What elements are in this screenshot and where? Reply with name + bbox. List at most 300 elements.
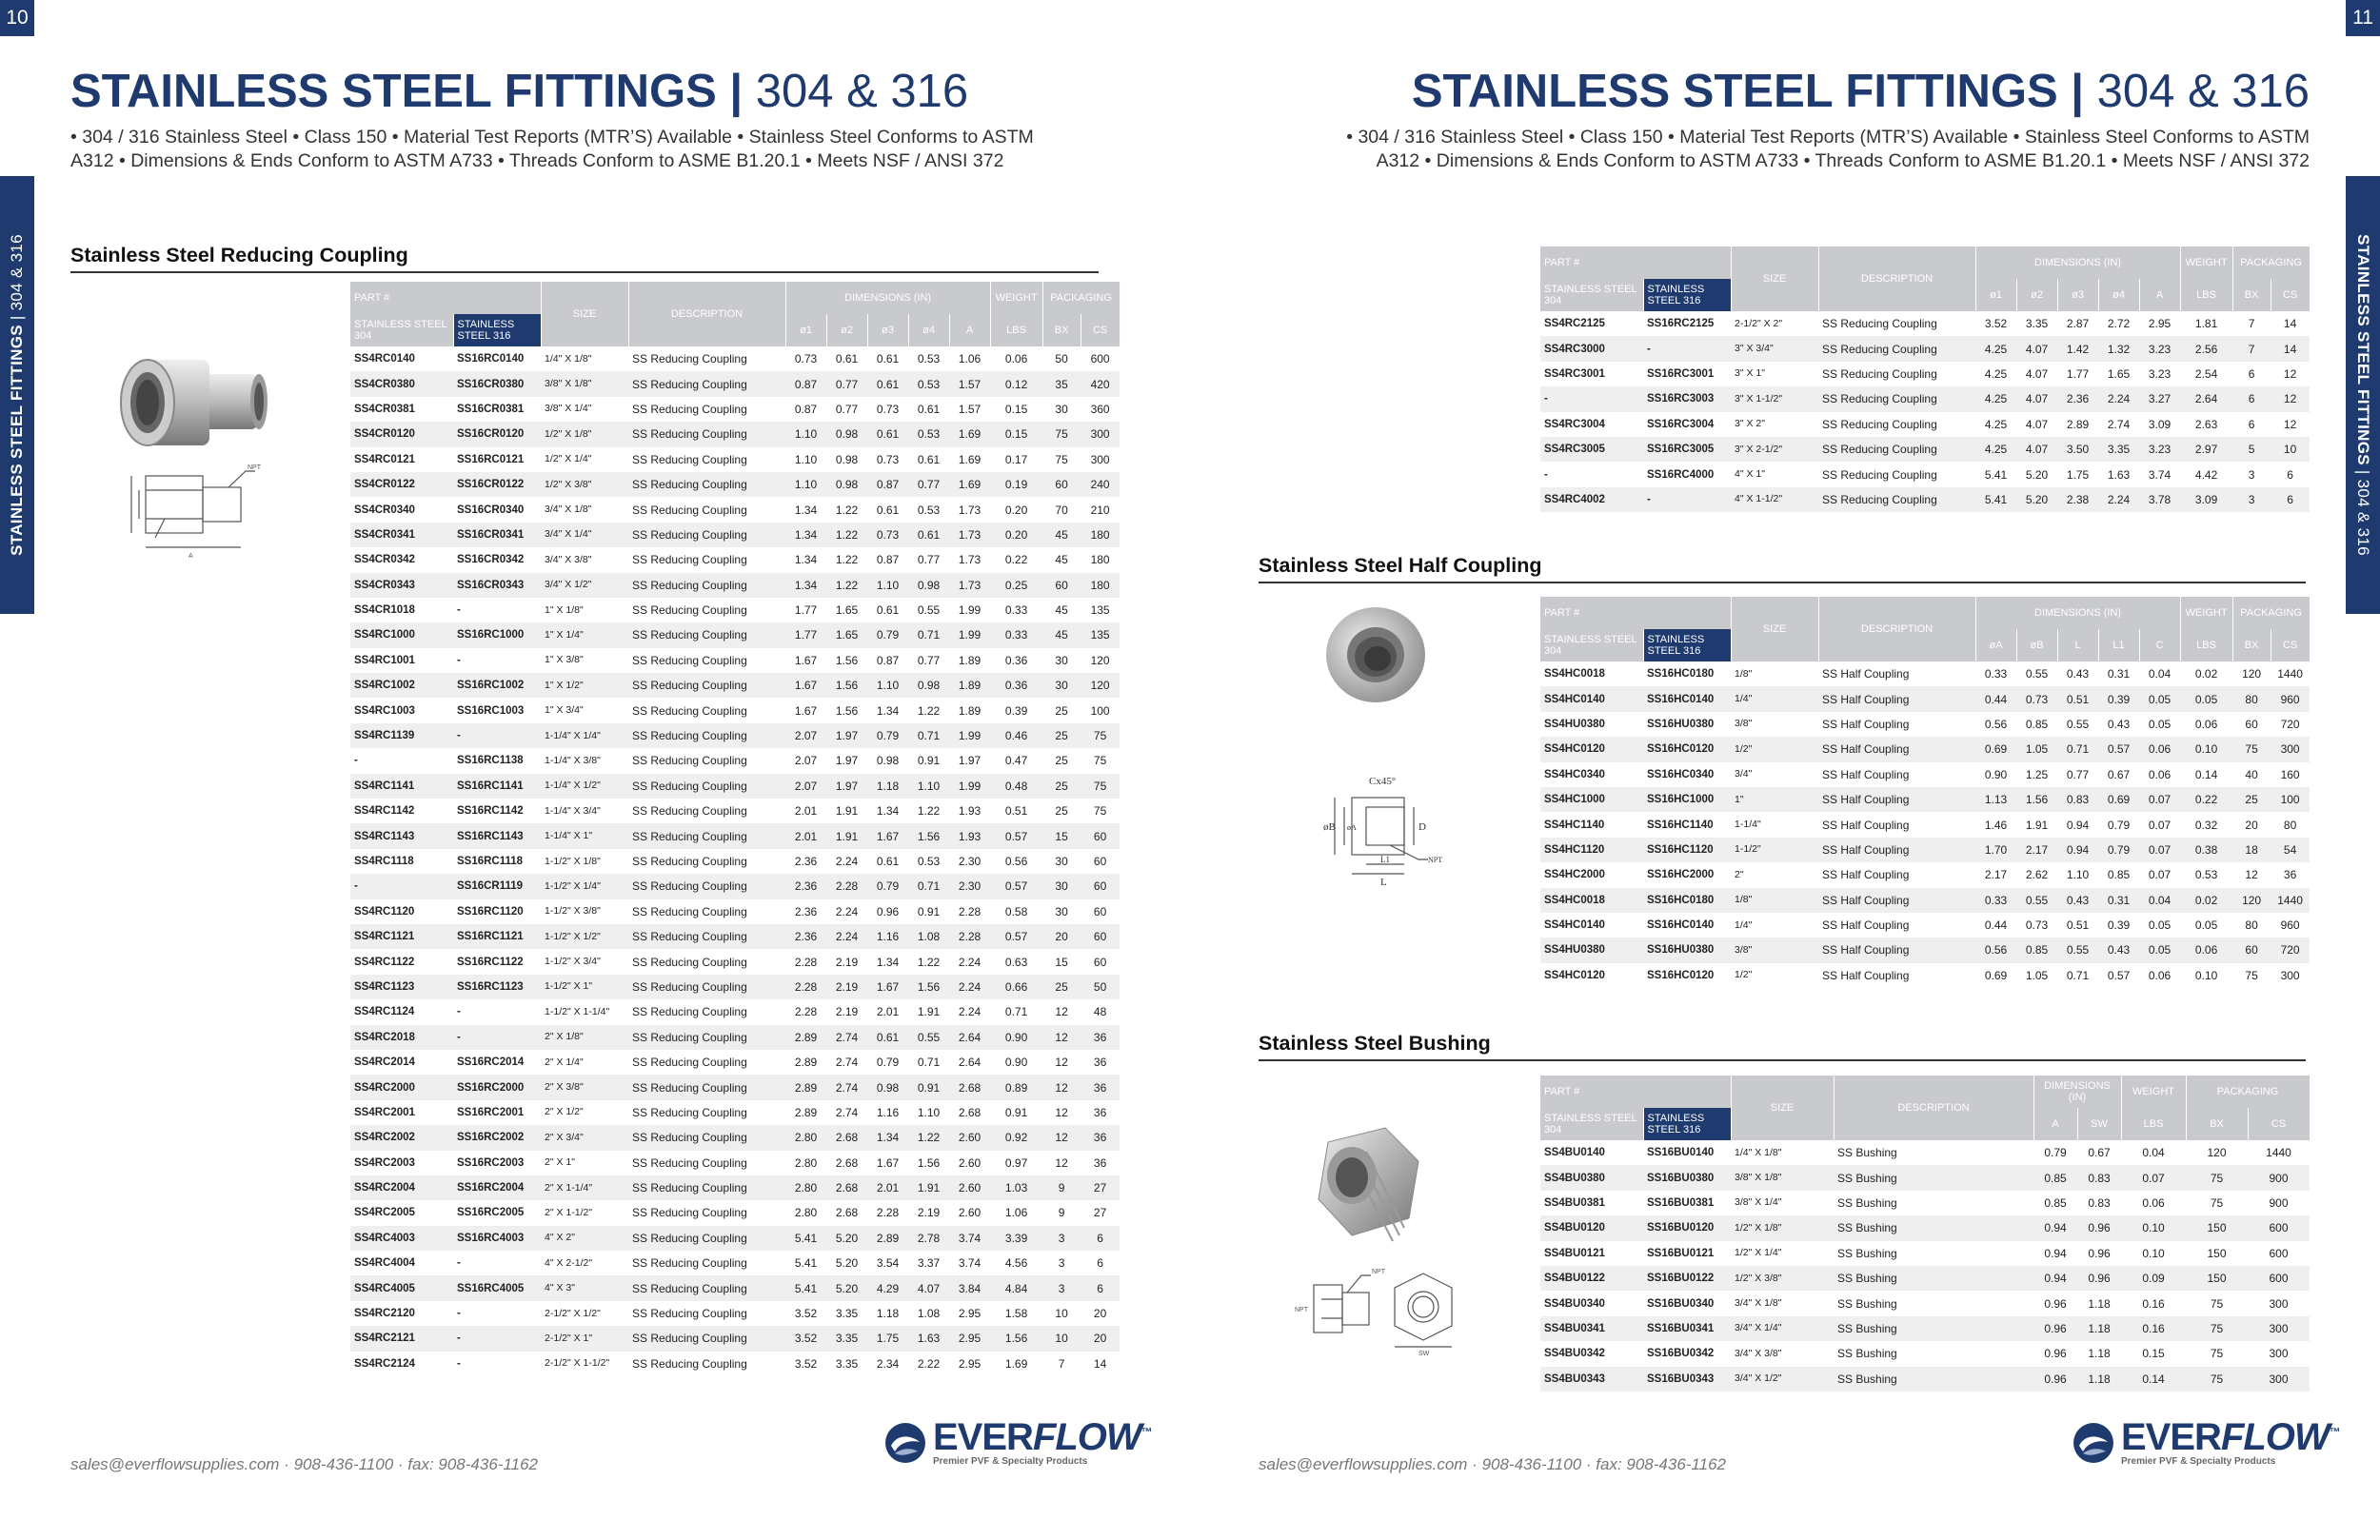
header-dim-col: A — [2139, 279, 2180, 311]
side-tab-right: STAINLESS STEEL FITTINGS | 304 & 316 — [2346, 176, 2380, 614]
table-row — [350, 397, 1120, 422]
table-cell: 0.43 — [2057, 888, 2098, 913]
table-cell: 3 — [1058, 1256, 1065, 1271]
table-cell: 0.71 — [1004, 1005, 1028, 1019]
table-cell: - — [350, 874, 453, 898]
table-cell: SS Reducing Coupling — [1818, 437, 1975, 462]
table-row — [1540, 1140, 2310, 1165]
table-cell: 0.85 — [2016, 938, 2057, 962]
table-cell: 75 — [2232, 737, 2271, 761]
table-row — [350, 723, 1120, 748]
table-cell: 2.63 — [2194, 417, 2218, 431]
table-cell: 1.93 — [949, 823, 990, 848]
table-cell: 0.90 — [990, 1025, 1042, 1050]
table-cell: 1/2" — [1731, 737, 1818, 761]
table-cell: 1.56 — [917, 1155, 941, 1170]
table-cell: 1/8" — [1731, 888, 1818, 913]
header-description: DESCRIPTION — [628, 282, 785, 346]
table-cell: 2.74 — [835, 1105, 859, 1119]
table-cell: SS16RC1138 — [457, 755, 524, 767]
table-cell: SS4RC1142 — [354, 805, 415, 818]
table-cell: 20 — [2245, 818, 2258, 832]
header-cs: CS — [2271, 629, 2310, 661]
table-cell: - — [453, 1025, 541, 1050]
table-cell: - — [1544, 468, 1548, 481]
table-cell: SS4HC1140 — [1544, 819, 1605, 831]
table-cell: SS16CR0120 — [453, 422, 541, 446]
table-cell: 0.87 — [876, 553, 900, 567]
table-cell: 1/2" X 1/4" — [1735, 1247, 1782, 1259]
header-dimensions: DIMENSIONS (IN) — [785, 282, 990, 314]
table-cell: SS16HC0340 — [1647, 768, 1715, 780]
table-cell: 0.53 — [917, 855, 941, 868]
table-cell: SS Reducing Coupling — [632, 1206, 747, 1220]
table-cell: 4.56 — [1004, 1256, 1028, 1271]
table-cell: 3.35 — [835, 1307, 859, 1321]
table-cell: 1.22 — [826, 573, 867, 598]
table-cell: SS Reducing Coupling — [628, 472, 785, 497]
table-cell: SS4BU0343 — [1540, 1367, 1643, 1392]
header-bx: BX — [2186, 1108, 2248, 1140]
table-cell: 600 — [2248, 1215, 2310, 1240]
half-coupling-table — [1540, 597, 2311, 988]
table-cell: 60 — [1081, 874, 1120, 898]
table-cell: 30 — [1055, 402, 1068, 416]
table-cell: 2.07 — [785, 774, 826, 799]
table-cell: 2.60 — [958, 1206, 982, 1220]
table-cell: 1.67 — [785, 673, 826, 698]
table-cell: SS16HC0180 — [1647, 668, 1715, 681]
table-cell: 12 — [2245, 868, 2258, 882]
table-cell: 5.20 — [826, 1275, 867, 1300]
table-cell: SS Reducing Coupling — [628, 1125, 785, 1150]
table-cell: 0.57 — [2107, 968, 2131, 982]
table-cell: 50 — [1081, 975, 1120, 999]
table-cell: 25 — [2232, 787, 2271, 812]
table-cell: 10 — [1055, 1307, 1068, 1321]
table-cell: 1.97 — [835, 754, 859, 768]
table-cell: SS16HC0180 — [1643, 888, 1731, 913]
table-cell: 1440 — [2271, 888, 2310, 913]
table-cell: 3/8" X 1/8" — [541, 371, 628, 396]
table-cell: 15 — [1042, 823, 1081, 848]
table-cell: 1.10 — [785, 422, 826, 446]
table-cell: 0.06 — [2139, 737, 2180, 761]
table-cell: 0.61 — [835, 352, 859, 366]
table-cell: 1.03 — [990, 1175, 1042, 1200]
table-cell: 2.68 — [826, 1125, 867, 1150]
table-cell: 45 — [1055, 603, 1068, 618]
svg-text:NPT: NPT — [1295, 1307, 1308, 1313]
table-cell: 0.66 — [990, 975, 1042, 999]
table-cell: 3/8" — [1735, 718, 1753, 730]
table-cell: SS4RC4002 — [1540, 487, 1643, 512]
table-cell: 0.98 — [876, 754, 900, 768]
subtitle-left: • 304 / 316 Stainless Steel • Class 150 • Material Test Reports (MTR’S) Available • Stainless Steel Conforms to ASTM A312 • Dimensions & Ends Conform to ASTM A733 • Threads Conform to ASME B1.20.1 • Meets NSF / ANSI 372 — [70, 127, 1034, 171]
table-cell: 360 — [1090, 402, 1110, 416]
table-cell: 0.83 — [2077, 1165, 2121, 1190]
table-row — [350, 874, 1120, 898]
table-cell: 2.07 — [785, 723, 826, 748]
table-cell: 150 — [2207, 1246, 2227, 1260]
table-cell: - — [457, 654, 461, 666]
table-cell: SS4BU0120 — [1540, 1215, 1643, 1240]
table-cell: 6 — [2248, 366, 2255, 381]
table-cell: SS4RC1001 — [354, 654, 415, 666]
table-cell: SS Reducing Coupling — [632, 804, 747, 819]
svg-text:L1: L1 — [1380, 855, 1390, 864]
table-cell: - — [354, 755, 358, 767]
table-cell: 0.16 — [2142, 1296, 2165, 1311]
table-cell: - — [457, 1006, 461, 1018]
table-cell: 1.10 — [2066, 868, 2090, 882]
section-title-reducing-coupling: Stainless Steel Reducing Coupling — [70, 244, 1099, 273]
table-cell: SS Half Coupling — [1818, 838, 1975, 862]
table-row — [1540, 1341, 2310, 1366]
table-cell: 15 — [1055, 955, 1068, 969]
table-cell: 0.05 — [2139, 686, 2180, 711]
table-cell: 0.61 — [876, 855, 900, 868]
table-cell: SS Reducing Coupling — [628, 723, 785, 748]
table-cell: 960 — [2280, 918, 2300, 933]
table-cell: SS16CR0340 — [457, 503, 525, 516]
table-cell: 45 — [1042, 622, 1081, 647]
table-cell: 0.57 — [2098, 737, 2139, 761]
table-row — [1540, 1241, 2310, 1266]
table-cell: 3.50 — [2057, 437, 2098, 462]
table-cell: SS4RC3005 — [1540, 437, 1643, 462]
half-coupling-photo — [1319, 600, 1433, 714]
table-cell: SS16HC1120 — [1643, 838, 1731, 862]
table-cell: - — [457, 1357, 461, 1370]
table-cell: 1/4" — [1731, 686, 1818, 711]
header-dim-col: L1 — [2098, 629, 2139, 661]
table-cell: 1" — [1731, 787, 1818, 812]
table-row — [1540, 1165, 2310, 1190]
table-cell: 0.51 — [2057, 686, 2098, 711]
table-cell: 0.96 — [876, 904, 900, 918]
table-cell: 0.98 — [826, 422, 867, 446]
table-cell: 3.84 — [949, 1275, 990, 1300]
table-cell: 0.94 — [2057, 838, 2098, 862]
table-cell: 40 — [2245, 767, 2258, 781]
table-cell: 2.36 — [785, 874, 826, 898]
table-cell: SS4RC4003 — [350, 1226, 453, 1251]
subtitle-right: • 304 / 316 Stainless Steel • Class 150 • Material Test Reports (MTR’S) Available • Stainless Steel Conforms to ASTM A312 • Dimensions & Ends Conform to ASTM A733 • Threads Conform to ASME B1.20.1 • Meets NSF / ANSI 372 — [1346, 127, 2310, 171]
table-cell: 0.07 — [2148, 868, 2172, 882]
table-row — [1540, 762, 2310, 787]
table-cell: SS4RC1141 — [350, 774, 453, 799]
table-cell: 0.38 — [2180, 838, 2232, 862]
table-cell: 1-1/4" X 3/8" — [545, 754, 601, 766]
table-row — [350, 1301, 1120, 1326]
table-cell: 1.05 — [2025, 968, 2049, 982]
table-cell: 100 — [1090, 703, 1110, 718]
table-row — [1540, 661, 2310, 686]
header-description: DESCRIPTION — [1818, 247, 1975, 311]
table-cell: 1.34 — [785, 573, 826, 598]
table-cell: 0.55 — [2025, 667, 2049, 681]
table-cell: 2.30 — [949, 874, 990, 898]
svg-text:D: D — [1418, 821, 1426, 833]
table-cell: 12 — [1042, 1075, 1081, 1099]
table-cell: 2.17 — [2016, 838, 2057, 862]
table-cell: 2.68 — [826, 1175, 867, 1200]
table-cell: 1.63 — [2107, 467, 2131, 482]
table-cell: 0.98 — [835, 452, 859, 466]
table-cell: SS4RC1003 — [354, 704, 415, 717]
table-cell: SS16RC2004 — [453, 1175, 541, 1200]
table-cell: 7 — [2232, 336, 2271, 361]
table-cell: SS Reducing Coupling — [1822, 366, 1937, 381]
table-cell: 0.20 — [1004, 503, 1028, 517]
table-cell: 60 — [1042, 573, 1081, 598]
bushing-table — [1540, 1076, 2311, 1392]
table-cell: SS Reducing Coupling — [1818, 336, 1975, 361]
table-cell: 1.42 — [2057, 336, 2098, 361]
table-cell: 0.04 — [2139, 888, 2180, 913]
table-cell: 3/8" X 1/4" — [1735, 1196, 1782, 1209]
header-ss304: STAINLESS STEEL 304 — [1540, 1108, 1643, 1140]
table-cell: 2.68 — [835, 1155, 859, 1170]
table-cell: SS4RC2000 — [350, 1075, 453, 1099]
table-cell: SS16CR1119 — [453, 874, 541, 898]
table-cell: 0.55 — [908, 1025, 949, 1050]
table-cell: SS Reducing Coupling — [632, 1056, 747, 1070]
table-cell: 0.85 — [2025, 717, 2049, 731]
table-cell: 2.24 — [958, 1005, 982, 1019]
table-cell: 1.97 — [826, 774, 867, 799]
table-cell: - — [1540, 386, 1643, 411]
table-cell: 12 — [1055, 1105, 1068, 1119]
table-cell: 3/4" — [1735, 768, 1753, 780]
table-cell: 10 — [2271, 437, 2310, 462]
table-row — [350, 371, 1120, 396]
header-lbs: LBS — [2180, 279, 2232, 311]
table-cell: 0.57 — [990, 924, 1042, 949]
table-cell: 0.43 — [2107, 717, 2131, 731]
table-cell: 120 — [2207, 1146, 2227, 1160]
table-cell: 80 — [2245, 918, 2258, 933]
table-cell: 1/4" X 1/8" — [545, 352, 592, 365]
table-cell: SS16BU0342 — [1647, 1348, 1715, 1360]
table-cell: SS Reducing Coupling — [1818, 386, 1975, 411]
header-part: PART # — [1540, 247, 1731, 279]
everflow-emblem-icon — [2072, 1421, 2115, 1465]
table-cell: 1.73 — [949, 523, 990, 547]
table-cell: 2.24 — [2098, 487, 2139, 512]
table-cell: SS16RC1141 — [453, 774, 541, 799]
table-cell: 0.55 — [2016, 888, 2057, 913]
table-cell: 3.78 — [2139, 487, 2180, 512]
table-cell: 1-1/2" X 1-1/4" — [545, 1005, 610, 1017]
table-cell: 60 — [1093, 904, 1107, 918]
table-row — [1540, 462, 2310, 486]
table-cell: 3.52 — [785, 1326, 826, 1351]
table-cell: 0.98 — [908, 573, 949, 598]
table-row — [350, 1200, 1120, 1225]
table-cell: 25 — [1042, 975, 1081, 999]
table-cell: 3" X 3/4" — [1731, 336, 1818, 361]
table-cell: 1.46 — [1984, 818, 2008, 832]
everflow-emblem-icon — [883, 1421, 927, 1465]
table-cell: 1.13 — [1975, 787, 2016, 812]
header-part: PART # — [1540, 597, 1731, 629]
table-row — [1540, 862, 2310, 887]
table-cell: 1.65 — [2107, 366, 2131, 381]
table-cell: SS4RC1120 — [354, 905, 415, 918]
table-cell: 1.16 — [867, 924, 908, 949]
header-dim-col: SW — [2077, 1108, 2121, 1140]
table-cell: 3/4" X 3/8" — [545, 553, 592, 565]
table-cell: 1.69 — [958, 452, 982, 466]
table-cell: 4" X 2-1/2" — [545, 1256, 593, 1269]
table-cell: 0.12 — [990, 371, 1042, 396]
table-cell: SS4RC3001 — [1544, 367, 1605, 380]
table-row — [350, 1275, 1120, 1300]
table-cell: 1.91 — [835, 804, 859, 819]
table-cell: 4.07 — [2016, 437, 2057, 462]
table-row — [1540, 1266, 2310, 1291]
table-cell: 1440 — [2277, 667, 2303, 681]
table-cell: SS4RC2001 — [354, 1106, 415, 1118]
table-row — [350, 799, 1120, 823]
table-cell: 2.19 — [835, 1005, 859, 1019]
table-cell: SS4RC0140 — [354, 353, 415, 365]
table-cell: 1.25 — [2025, 767, 2049, 781]
table-cell: 2.68 — [958, 1105, 982, 1119]
table-cell: 1.34 — [794, 503, 818, 517]
table-cell: 2.36 — [794, 855, 818, 868]
table-cell: SS Half Coupling — [1818, 737, 1975, 761]
table-cell: - — [453, 723, 541, 748]
table-cell: 9 — [1058, 1206, 1065, 1220]
table-cell: SS16HC0140 — [1643, 686, 1731, 711]
table-cell: 2.74 — [826, 1025, 867, 1050]
page-title-right: STAINLESS STEEL FITTINGS | 304 & 316 — [1411, 66, 2310, 117]
table-cell: 2.68 — [835, 1206, 859, 1220]
table-cell: SS4RC2121 — [350, 1326, 453, 1351]
svg-text:NPT: NPT — [248, 464, 261, 471]
table-cell: 2.01 — [876, 1005, 900, 1019]
table-cell: 0.10 — [2142, 1246, 2165, 1260]
table-cell: 0.96 — [2044, 1347, 2067, 1361]
table-cell: 180 — [1081, 523, 1120, 547]
table-cell: SS Half Coupling — [1818, 888, 1975, 913]
table-cell: 300 — [2269, 1347, 2289, 1361]
table-cell: 2" X 1/2" — [545, 1106, 584, 1118]
table-cell: 0.91 — [917, 904, 941, 918]
table-cell: 1.99 — [949, 774, 990, 799]
table-cell: 0.79 — [876, 1056, 900, 1070]
table-cell: 3.52 — [1984, 317, 2008, 331]
header-size: SIZE — [1731, 247, 1818, 311]
table-cell: 36 — [1093, 1155, 1107, 1170]
table-cell: - — [457, 1308, 461, 1320]
table-cell: 1/2" X 3/8" — [1731, 1266, 1834, 1291]
table-cell: SS4CR0342 — [354, 554, 415, 566]
table-cell: 2" X 1" — [545, 1156, 575, 1169]
table-cell: 420 — [1081, 371, 1120, 396]
table-row — [1540, 487, 2310, 512]
table-cell: 2.89 — [867, 1226, 908, 1251]
table-cell: 0.55 — [917, 603, 941, 618]
table-cell: 1.89 — [958, 703, 982, 718]
table-cell: 2.07 — [794, 754, 818, 768]
table-cell: SS4RC1124 — [354, 1006, 415, 1018]
table-cell: SS4HC0140 — [1540, 686, 1643, 711]
table-cell: 0.05 — [2194, 918, 2218, 933]
table-cell: 1-1/2" — [1731, 838, 1818, 862]
table-cell: 2.36 — [2057, 386, 2098, 411]
table-cell: 0.61 — [867, 371, 908, 396]
table-cell: 1.08 — [908, 924, 949, 949]
table-cell: 1.34 — [794, 553, 818, 567]
table-cell: 1.69 — [949, 472, 990, 497]
table-cell: SS16RC1143 — [453, 823, 541, 848]
table-cell: 0.96 — [2088, 1246, 2111, 1260]
table-cell: 3" X 2" — [1735, 418, 1765, 430]
table-cell: 70 — [1055, 503, 1068, 517]
table-cell: 3.52 — [794, 1356, 818, 1371]
table-row — [350, 447, 1120, 472]
table-cell: 0.73 — [794, 352, 818, 366]
table-cell: 0.96 — [2044, 1296, 2067, 1311]
table-cell: 0.69 — [1975, 737, 2016, 761]
table-cell: 0.69 — [2098, 787, 2139, 812]
table-row — [1540, 311, 2310, 336]
header-cs: CS — [2248, 1108, 2310, 1140]
table-cell: 1.91 — [826, 823, 867, 848]
table-cell: SS Reducing Coupling — [632, 553, 747, 567]
header-ss316: STAINLESS STEEL 316 — [453, 314, 541, 346]
table-cell: 135 — [1081, 622, 1120, 647]
table-cell: 3/4" X 1/8" — [545, 503, 592, 516]
table-cell: 30 — [1055, 904, 1068, 918]
table-cell: 0.89 — [990, 1075, 1042, 1099]
table-row — [350, 648, 1120, 673]
table-cell: 0.33 — [1984, 667, 2008, 681]
table-cell: 0.16 — [2121, 1316, 2186, 1341]
table-cell: 5 — [2232, 437, 2271, 462]
table-cell: - — [457, 604, 461, 617]
table-row — [1540, 787, 2310, 812]
table-cell: 4.25 — [1975, 336, 2016, 361]
table-cell: SS Reducing Coupling — [632, 703, 747, 718]
table-cell: SS4RC1121 — [350, 924, 453, 949]
table-cell: 1.77 — [785, 622, 826, 647]
table-cell: 0.79 — [2107, 818, 2131, 832]
table-cell: SS Half Coupling — [1818, 686, 1975, 711]
header-lbs: LBS — [990, 314, 1042, 346]
table-cell: SS4BU0340 — [1544, 1297, 1605, 1310]
table-cell: 0.05 — [2148, 918, 2172, 933]
table-cell: 1.56 — [2016, 787, 2057, 812]
table-cell: 600 — [2248, 1266, 2310, 1291]
table-cell: SS4RC3004 — [1544, 418, 1605, 430]
reducing-coupling-photo — [114, 341, 276, 469]
table-cell: 0.63 — [1004, 955, 1028, 969]
table-cell: SS Bushing — [1837, 1146, 1897, 1160]
table-cell: 2.89 — [794, 1105, 818, 1119]
table-cell: SS Reducing Coupling — [1822, 467, 1937, 482]
table-cell: 1.89 — [958, 653, 982, 667]
table-cell: 150 — [2186, 1266, 2248, 1291]
table-cell: 0.10 — [2121, 1215, 2186, 1240]
table-cell: 0.79 — [867, 622, 908, 647]
table-cell: 1.32 — [2098, 336, 2139, 361]
table-cell: SS16RC2001 — [457, 1106, 525, 1118]
